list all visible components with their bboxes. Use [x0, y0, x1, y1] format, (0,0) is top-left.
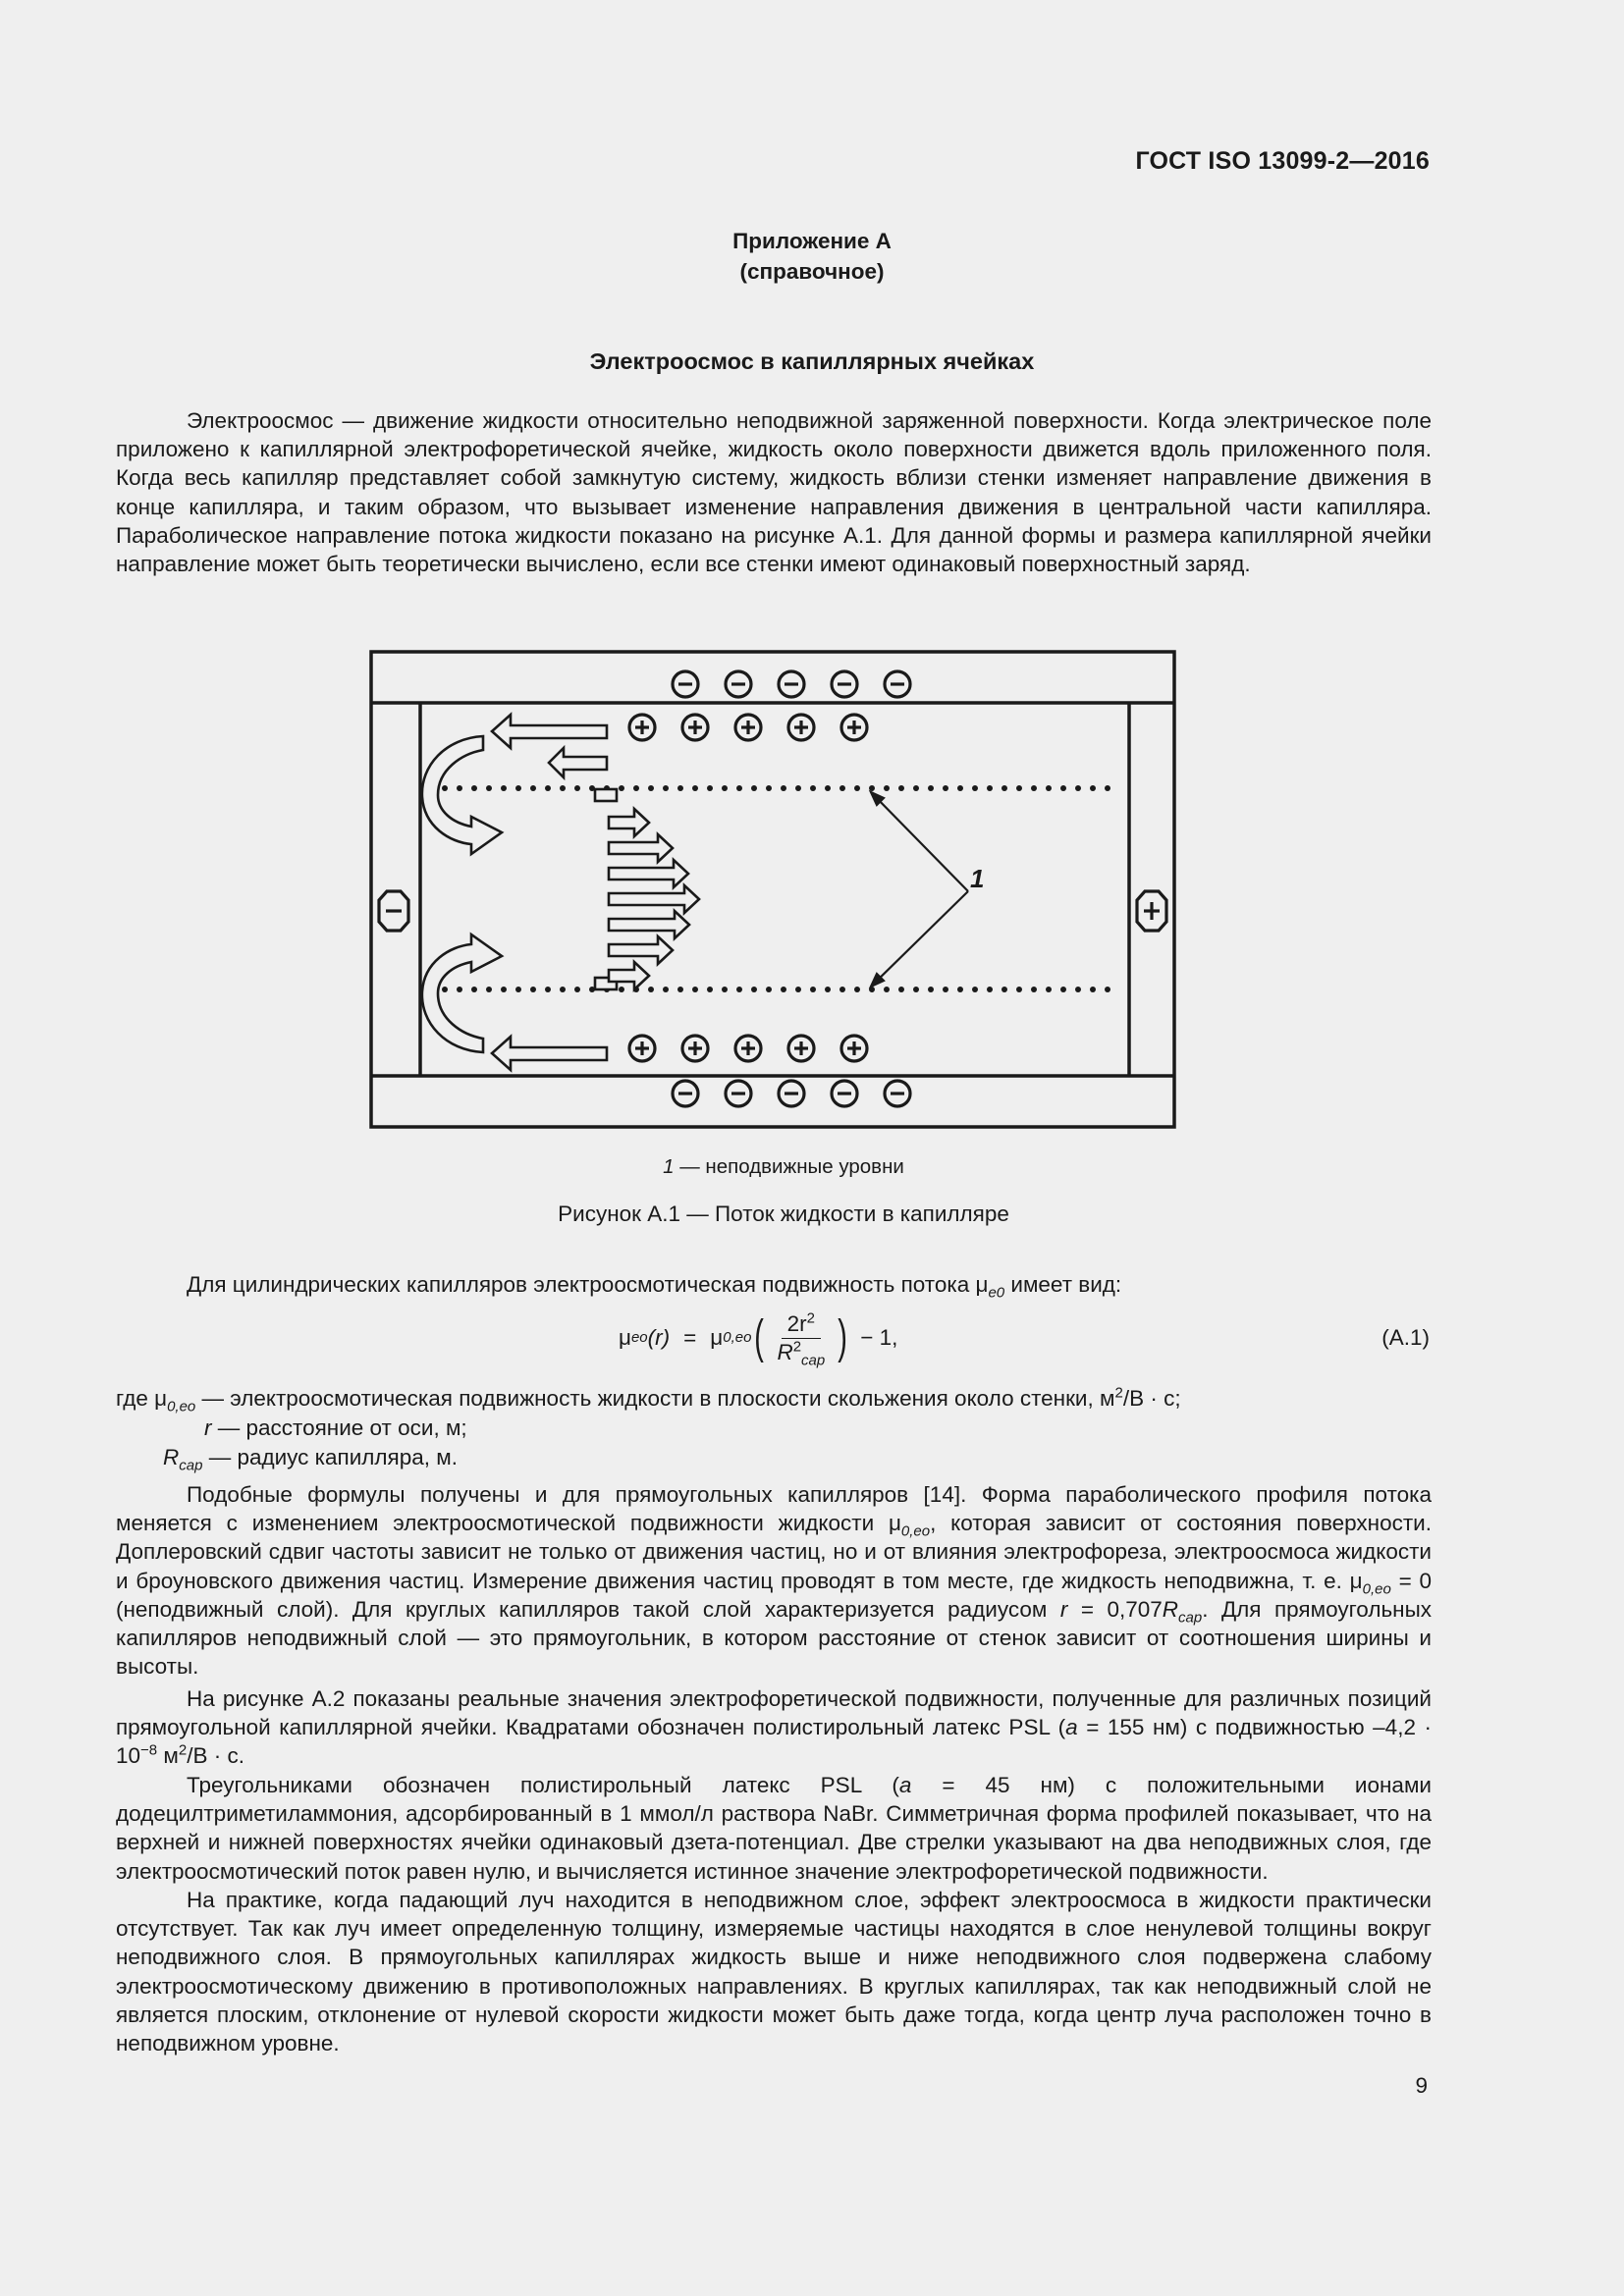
legend-text: — неподвижные уровни	[674, 1155, 904, 1178]
formula-number: (A.1)	[1381, 1325, 1430, 1350]
definition-mu: где $\mu_{0,eo}$ — электроосмотическая подвижность жидкости в плоскости скольжения около стенки, $м^2/В \cdot с$;	[116, 1384, 1181, 1415]
wall-flow-arrows-top	[492, 715, 617, 801]
paragraph-rectangular-capillaries: Подобные формулы получены и для прямоугольных капилляров [14]. Форма параболического профиля потока меняется с изменением электроосмотической подвижности жидкости $\mu_{0,eo}$, которая зависит от состояния поверхности. Доплеровский сдвиг частоты зависит не только от движения частиц, но и от влияния электрофореза, электроосмоса жидкости и броуновского движения частиц. Измерение движения частиц проводят в том месте, где жидкость неподвижна, т. е. $\mu_{0,eo} = 0$ (неподвижный слой). Для круглых капилляров такой слой характеризуется радиусом $r = 0,707R_{cap}$. Для прямоугольных капилляров неподвижный слой — это прямоугольник, в котором расстояние от стенок зависит от соотношения ширины и высоты.	[116, 1482, 1433, 1680]
intro-paragraph: Электроосмос — движение жидкости относительно неподвижной заряженной поверхности. Когда электрическое поле приложено к капиллярной электрофоретической ячейке, жидкость около поверхности движется вдоль приложенного поля. Когда весь капилляр представляет собой замкнутую систему, жидкость вблизи стенки изменяет направление движения в конце капилляра, и таким образом, что вызывает изменение направления движения в центральной части капилляра. Параболическое направление потока жидкости показано на рисунке А.1. Для данной формы и размера капиллярной ячейки направление может быть теоретически вычислено, если все стенки имеют одинаковый поверхностный заряд.	[116, 408, 1432, 577]
definition-r: r — расстояние от оси, м;	[204, 1415, 467, 1440]
stationary-level-bottom	[427, 987, 1110, 992]
stationary-level-top	[427, 785, 1110, 791]
figure-legend	[0, 1155, 1567, 1179]
formula-a1: μ eo (r) = μ 0,eo ( $\frac{2r^2}{R^2_{cap}}$ ) − 1,	[619, 1309, 898, 1368]
callout-label: 1	[970, 864, 985, 893]
definition-rcap: $R_{cap}$ — радиус капилляра, м.	[163, 1445, 458, 1474]
callout-leader-bottom	[871, 891, 968, 987]
legend-number: 1	[663, 1155, 675, 1178]
annex-heading	[0, 226, 1624, 287]
page-number: 9	[1415, 2073, 1428, 2098]
figure-caption: Рисунок А.1 — Поток жидкости в капилляре	[558, 1201, 1009, 1226]
wall-flow-arrows-bottom	[492, 978, 617, 1070]
cell-outer-frame	[371, 652, 1174, 1127]
return-flow-arrow-top	[422, 736, 502, 854]
callout-leader-top	[871, 792, 968, 891]
section-title: Электроосмос в капиллярных ячейках	[589, 348, 1035, 374]
annex-type: (справочное)	[739, 259, 885, 284]
annex-label: Приложение А	[732, 229, 892, 253]
central-flow-arrows	[609, 809, 699, 989]
positive-ions-bottom	[629, 1036, 867, 1061]
paragraph-triangles: Треугольниками обозначен полистирольный латекс PSL (a = 45 нм) с положительными ионами додецилтриметиламмония, адсорбированный в 1 ммол/л раствора NaBr. Симметричная форма профилей показывает, что на верхней и нижней поверхностях ячейки одинаковый дзета-потенциал. Две стрелки указывают на два неподвижных слоя, где электроосмотический поток равен нулю, и вычисляется истинное значение электрофоретической подвижности.	[116, 1773, 1432, 1884]
electrode-positive-right	[1137, 891, 1166, 931]
formula-fraction: $\frac{2r^2}{R^2_{cap}}$	[777, 1309, 826, 1368]
formula-intro: Для цилиндрических капилляров электроосмотическая подвижность потока $\mu_{e0}$ имеет вид:	[187, 1272, 1122, 1302]
wall-negative-charges-bottom	[673, 1081, 910, 1106]
formula-definitions	[116, 1384, 1181, 1472]
positive-ions-top	[629, 715, 867, 740]
standard-header: ГОСТ ISO 13099-2—2016	[1135, 147, 1430, 175]
wall-negative-charges-top	[673, 671, 910, 697]
return-flow-arrow-bottom	[422, 934, 502, 1052]
paragraph-figure-a2: На рисунке А.2 показаны реальные значения электрофоретической подвижности, полученные для различных позиций прямоугольной капиллярной ячейки. Квадратами обозначен полистирольный латекс PSL (a = 155 нм) с подвижностью $-4,2 \cdot 10^{-8}$ $м^2/В \cdot с$.	[116, 1686, 1432, 1769]
electrode-negative-left	[379, 891, 408, 931]
paragraph-practice: На практике, когда падающий луч находится в неподвижном слое, эффект электроосмоса в жидкости практически отсутствует. Так как луч имеет определенную толщину, измеряемые частицы находятся в слое ненулевой толщины вокруг неподвижного слоя. В прямоугольных капиллярах жидкость выше и ниже неподвижного слоя подвержена слабому электроосмотическому движению в противоположных направлениях. В круглых капиллярах, так как неподвижный слой не является плоским, отклонение от нулевой скорости жидкости может быть даже тогда, когда центр луча расположен точно в неподвижном уровне.	[116, 1888, 1432, 2056]
capillary-flow-figure	[367, 648, 1178, 1131]
